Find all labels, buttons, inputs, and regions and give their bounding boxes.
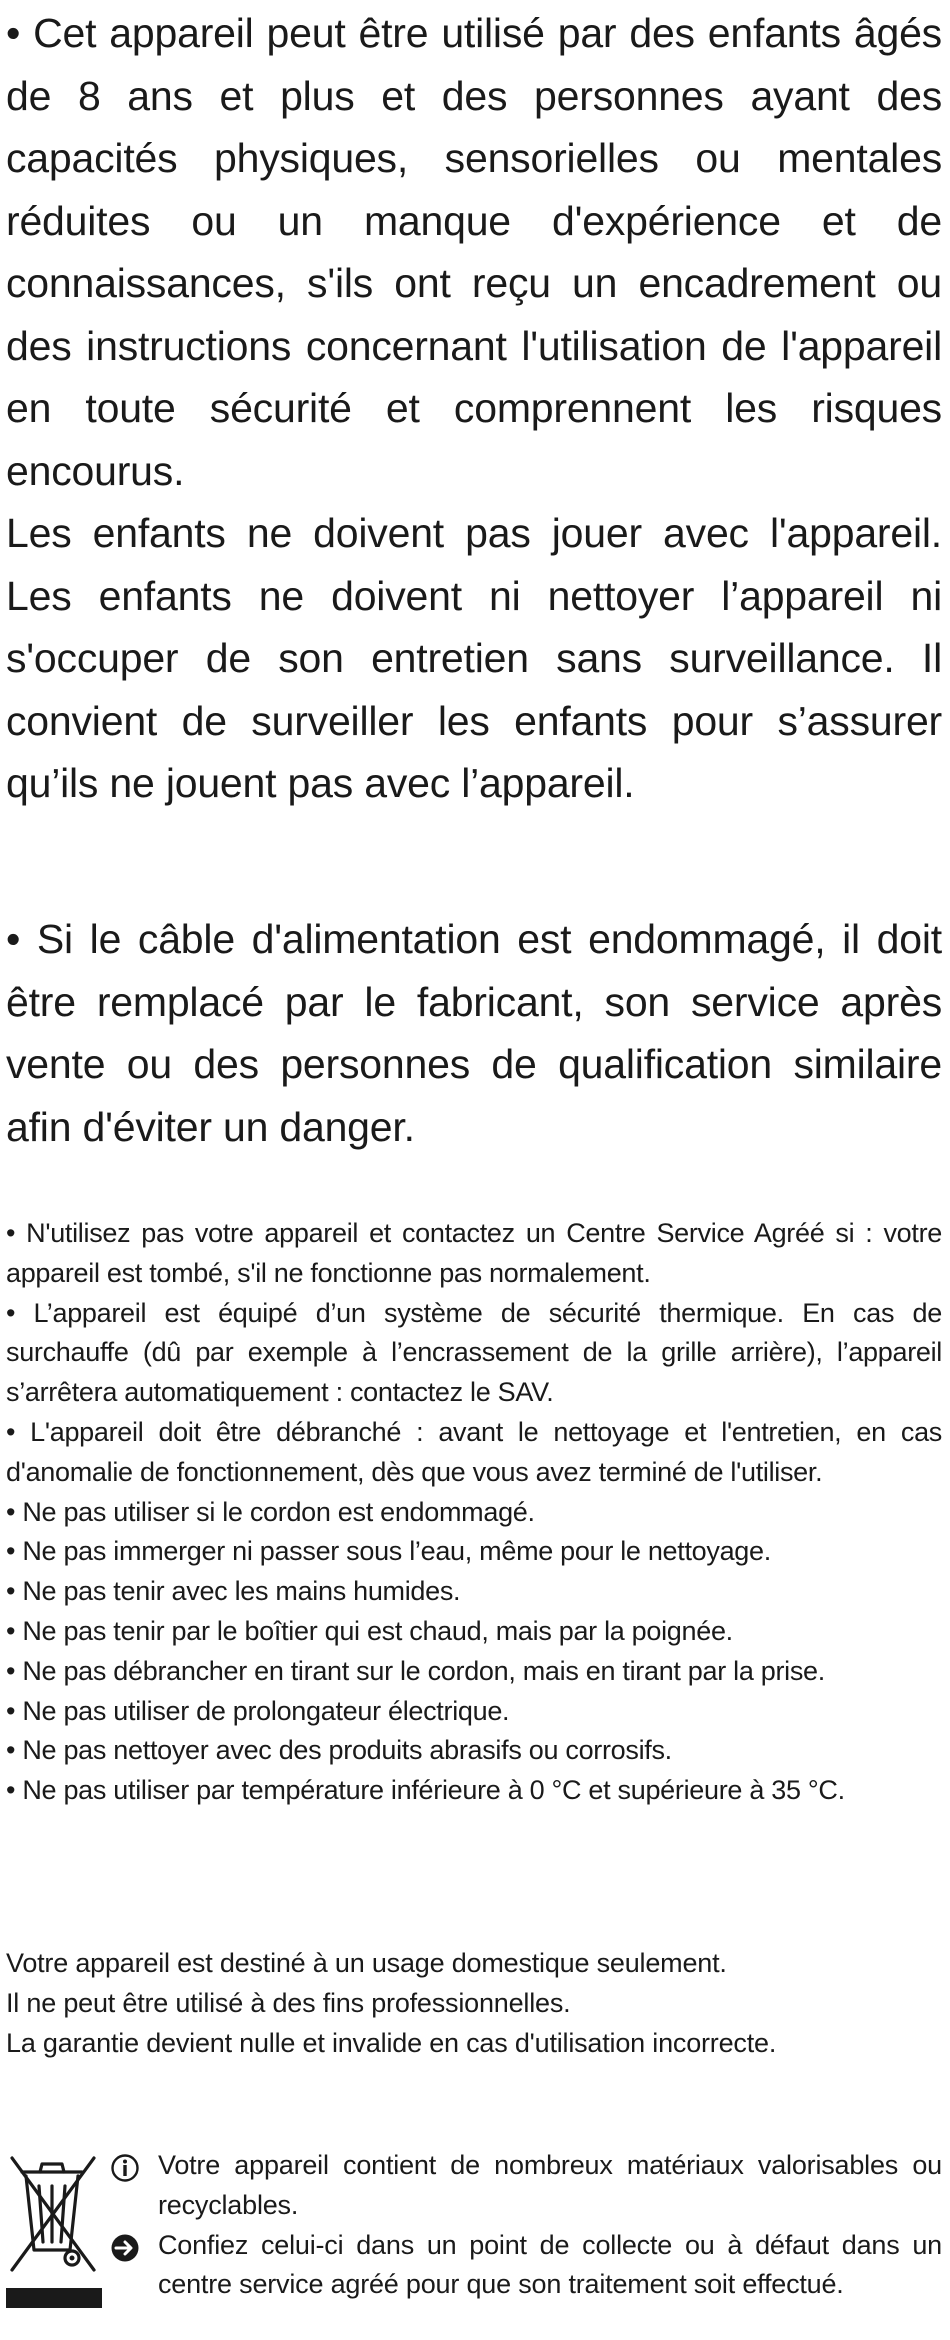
list-item: • Ne pas utiliser si le cordon est endommagé. [6,1496,535,1527]
recycling-list [108,2146,942,2305]
list-item: • Ne pas immerger ni passer sous l’eau, même pour le nettoyage. [6,1536,771,1567]
usage-notice-line: Votre appareil est destiné à un usage domestique seulement. [6,1948,727,1978]
power-cable-text: Si le câble d'alimentation est endommagé, il doit être remplacé par le fabricant, son service après vente ou des personnes de qualification similaire afin d'éviter un danger. [6,916,942,1150]
crossed-out-wheelie-bin-icon [6,2146,102,2316]
recycling-item [108,2226,942,2306]
list-item: • Ne pas nettoyer avec des produits abrasifs ou corrosifs. [6,1735,672,1766]
bullet: • [6,916,21,962]
list-item: • L'appareil doit être débranché : avant le nettoyage et l'entretien, en cas d'anomalie de fonctionnement, dès que vous avez terminé de l'utiliser. [6,1416,942,1487]
power-cable-section [6,908,942,1158]
children-safety-paragraph [6,2,942,502]
list-item: • L’appareil est équipé d’un système de sécurité thermique. En cas de surchauffe (dû par exemple à l’encrassement de la grille arrière), l’appareil s’arrêtera automatiquement : contactez le SAV. [6,1297,942,1408]
recycling-item [108,2146,942,2226]
list-item: • N'utilisez pas votre appareil et contactez un Centre Service Agréé si : votre appareil est tombé, s'il ne fonctionne pas normalement. [6,1218,942,1288]
recycling-text: Votre appareil contient de nombreux matériaux valorisables ou recyclables. [158,2150,942,2220]
arrow-right-icon [110,2233,140,2263]
list-item: • Ne pas tenir par le boîtier qui est chaud, mais par la poignée. [6,1615,733,1646]
recycling-section [6,2146,942,2336]
list-item: • Ne pas tenir avec les mains humides. [6,1576,461,1607]
children-safety-text: Cet appareil peut être utilisé par des enfants âgés de 8 ans et plus et des personnes ayant des capacités physiques, sensorielles ou mentales réduites ou un manque d'expérience et de connaissances, s'ils ont reçu un encadrement ou des instructions concernant l'utilisation de l'appareil en toute sécurité et comprennent les risques encourus. [6,10,942,494]
list-item: • Ne pas débrancher en tirant sur le cordon, mais en tirant par la prise. [6,1655,825,1686]
children-safety-section [6,2,942,815]
bullet: • [6,10,21,56]
list-item: • Ne pas utiliser de prolongateur électrique. [6,1695,510,1726]
list-item: • Ne pas utiliser par température inférieure à 0 °C et supérieure à 35 °C. [6,1775,845,1806]
children-play-paragraph: Les enfants ne doivent pas jouer avec l'appareil. Les enfants ne doivent ni nettoyer l’appareil ni s'occuper de son entretien sans surveillance. Il convient de surveiller les enfants pour s’assurer qu’ils ne jouent pas avec l’appareil. [6,510,942,806]
usage-notice [6,1944,942,2063]
info-icon [110,2153,140,2183]
recycling-text: Confiez celui-ci dans un point de collecte ou à défaut dans un centre service agréé pour que son traitement soit effectué. [158,2229,942,2300]
usage-notice-line: La garantie devient nulle et invalide en cas d'utilisation incorrecte. [6,2027,777,2058]
usage-notice-line: Il ne peut être utilisé à des fins professionnelles. [6,1987,571,2018]
safety-list [6,1214,942,1811]
power-cable-paragraph [6,908,942,1158]
